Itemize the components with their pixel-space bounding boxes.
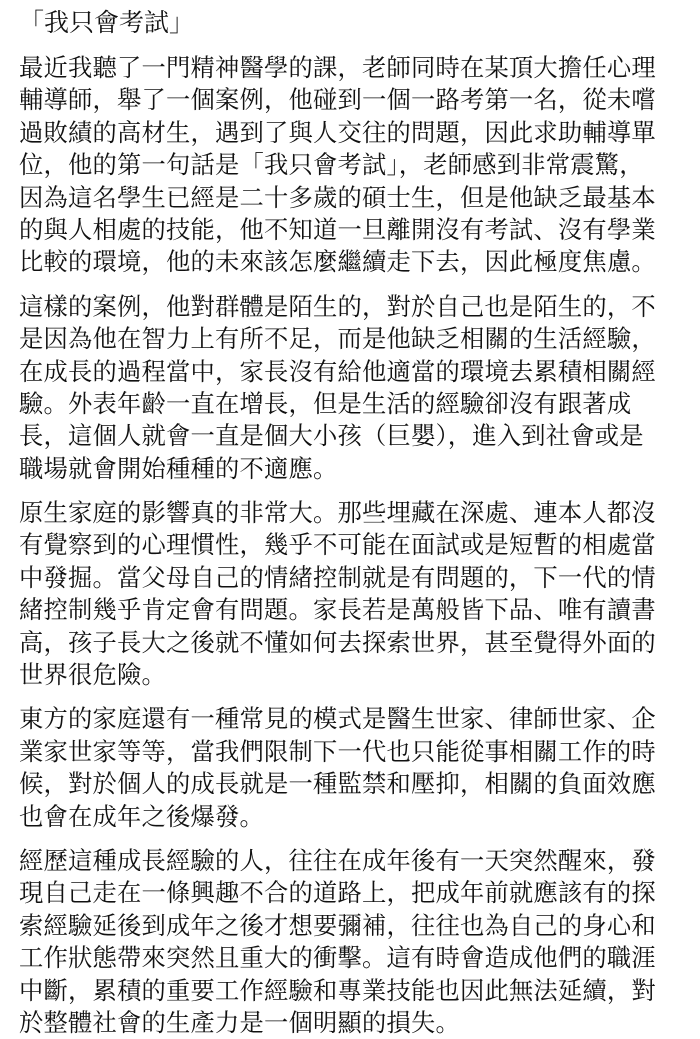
article-paragraph <box>19 845 681 1039</box>
paragraph-line: 世界很危險。 <box>19 660 166 690</box>
paragraph-line: 經歷這種成長經驗的人，往往在成年後有一天突然醒來，發 <box>19 845 656 875</box>
paragraph-line: 索經驗延後到成年之後才想要彌補，往往也為自己的身心和 <box>19 910 656 940</box>
paragraph-line: 候，對於個人的成長就是一種監禁和壓抑，相關的負面效應 <box>19 769 656 799</box>
article-paragraph <box>19 703 681 833</box>
paragraph-line: 工作狀態帶來突然且重大的衝擊。這有時會造成他們的職涯 <box>19 943 656 973</box>
paragraph-line: 是因為他在智力上有所不足，而是他缺乏相關的生活經驗， <box>19 324 656 354</box>
paragraph-line: 職場就會開始種種的不適應。 <box>19 453 338 483</box>
paragraph-line: 長，這個人就會一直是個大小孩（巨嬰），進入到社會或是 <box>19 421 644 451</box>
article-paragraph <box>19 497 681 691</box>
paragraph-line: 過敗績的高材生，遇到了與人交往的問題，因此求助輔導單 <box>19 117 656 147</box>
paragraph-line: 因為這名學生已經是二十多歲的碩士生，但是他缺乏最基本 <box>19 182 656 212</box>
article-paragraph <box>19 291 681 485</box>
paragraph-line: 高，孩子長大之後就不懂如何去探索世界，甚至覺得外面的 <box>19 627 656 657</box>
paragraph-line: 於整體社會的生產力是一個明顯的損失。 <box>19 1007 460 1037</box>
paragraph-line: 東方的家庭還有一種常見的模式是醫生世家、律師世家、企 <box>19 704 656 734</box>
paragraph-line: 輔導師，舉了一個案例，他碰到一個一路考第一名，從未嚐 <box>19 85 656 115</box>
paragraph-line: 有覺察到的心理慣性，幾乎不可能在面試或是短暫的相處當 <box>19 530 656 560</box>
article-paragraph <box>19 52 681 279</box>
paragraph-line: 位，他的第一句話是「我只會考試」，老師感到非常震驚， <box>19 150 644 180</box>
article-body <box>19 52 681 1039</box>
paragraph-line: 原生家庭的影響真的非常大。那些埋藏在深處、連本人都沒 <box>19 498 656 528</box>
paragraph-line: 比較的環境，他的未來該怎麼繼續走下去，因此極度焦慮。 <box>19 247 656 277</box>
paragraph-line: 緒控制幾乎肯定會有問題。家長若是萬般皆下品、唯有讀書 <box>19 595 656 625</box>
paragraph-line: 業家世家等等，當我們限制下一代也只能從事相關工作的時 <box>19 736 656 766</box>
paragraph-line: 現自己走在一條興趣不合的道路上，把成年前就應該有的探 <box>19 878 656 908</box>
paragraph-line: 也會在成年之後爆發。 <box>19 801 264 831</box>
paragraph-line: 驗。外表年齡一直在增長，但是生活的經驗卻沒有跟著成 <box>19 388 632 418</box>
paragraph-line: 這樣的案例，他對群體是陌生的，對於自己也是陌生的，不 <box>19 291 656 321</box>
paragraph-line: 最近我聽了一門精神醫學的課，老師同時在某頂大擔任心理 <box>19 53 656 82</box>
paragraph-line: 中發掘。當父母自己的情緒控制就是有問題的，下一代的情 <box>19 562 656 592</box>
article-title: 「我只會考試」 <box>19 8 195 37</box>
paragraph-line: 中斷，累積的重要工作經驗和專業技能也因此無法延續，對 <box>19 975 656 1005</box>
article <box>19 0 681 1039</box>
paragraph-line: 在成長的過程當中，家長沒有給他適當的環境去累積相關經 <box>19 356 656 386</box>
paragraph-line: 的與人相處的技能，他不知道一旦離開沒有考試、沒有學業 <box>19 214 656 244</box>
